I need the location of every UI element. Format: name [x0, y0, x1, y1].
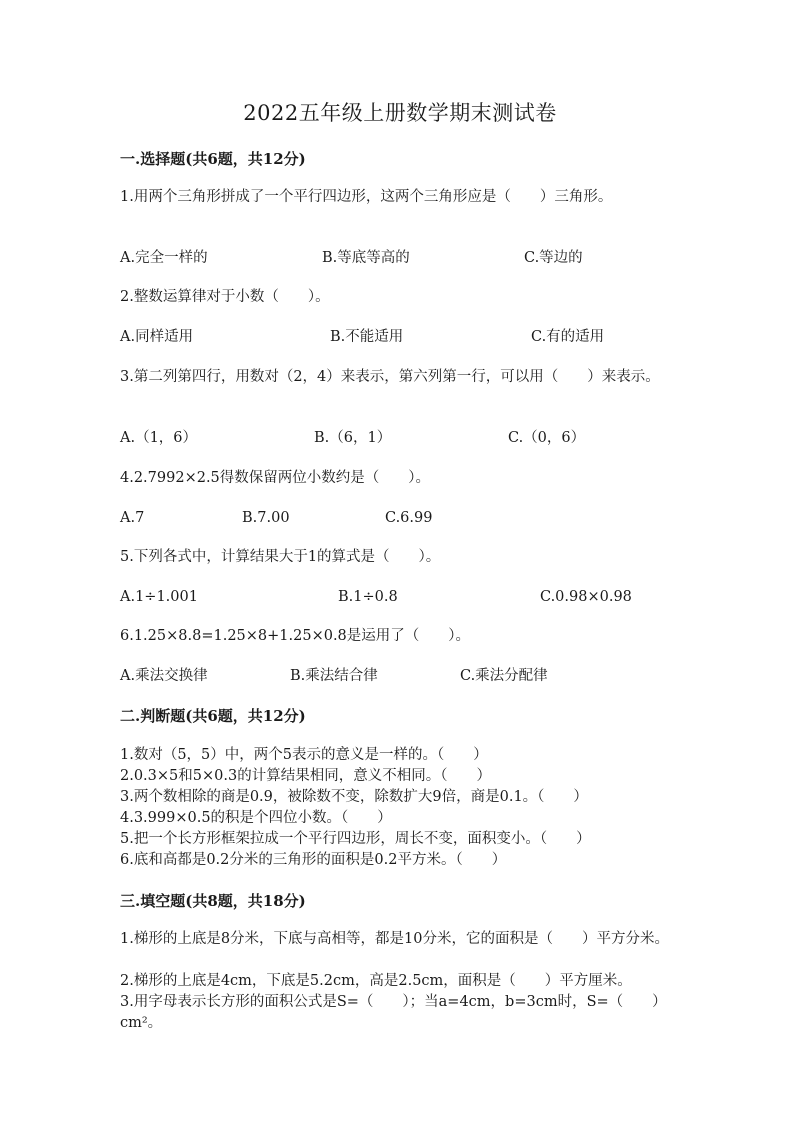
option-4c: C.6.99 [385, 510, 433, 526]
option-3b: B.（6，1） [314, 430, 392, 446]
question-5: 5.下列各式中，计算结果大于1的算式是（ ）。 [120, 549, 441, 565]
option-1b: B.等底等高的 [322, 250, 410, 266]
option-2a: A.同样适用 [120, 329, 194, 345]
judgement-item-2: 2.0.3×5和5×0.3的计算结果相同，意义不相同。（ ） [120, 768, 491, 784]
fill-item-3: 3.用字母表示长方形的面积公式是S=（ ）；当a=4cm，b=3cm时，S=（ ）cm²。 [120, 994, 667, 1031]
judgement-item-3: 3.两个数相除的商是0.9，被除数不变，除数扩大9倍，商是0.1。（ ） [120, 789, 588, 805]
question-6: 6.1.25×8.8=1.25×8+1.25×0.8是运用了（ ）。 [120, 628, 471, 644]
judgement-item-5: 5.把一个长方形框架拉成一个平行四边形，周长不变，面积变小。（ ） [120, 831, 591, 847]
option-3c: C.（0，6） [508, 430, 586, 446]
option-2b: B.不能适用 [330, 329, 404, 345]
section-heading-fill-in: 三.填空题(共8题，共18分) [120, 892, 306, 910]
page-title: 2022五年级上册数学期末测试卷 [243, 101, 557, 125]
judgement-item-4: 4.3.999×0.5的积是个四位小数。（ ） [120, 810, 392, 826]
question-1: 1.用两个三角形拼成了一个平行四边形，这两个三角形应是（ ）三角形。 [120, 189, 613, 205]
question-4: 4.2.7992×2.5得数保留两位小数约是（ ）。 [120, 470, 431, 486]
option-1a: A.完全一样的 [120, 250, 208, 266]
option-6c: C.乘法分配律 [460, 668, 548, 684]
option-5b: B.1÷0.8 [338, 589, 398, 605]
option-2c: C.有的适用 [531, 329, 605, 345]
option-4a: A.7 [120, 510, 145, 526]
option-3a: A.（1，6） [120, 430, 198, 446]
option-1c: C.等边的 [524, 250, 583, 266]
option-5c: C.0.98×0.98 [540, 589, 632, 605]
question-3: 3.第二列第四行，用数对（2，4）来表示，第六列第一行，可以用（ ）来表示。 [120, 369, 660, 385]
section-heading-judgement: 二.判断题(共6题，共12分) [120, 707, 306, 725]
judgement-item-1: 1.数对（5，5）中，两个5表示的意义是一样的。（ ） [120, 747, 488, 763]
judgement-item-6: 6.底和高都是0.2分米的三角形的面积是0.2平方米。（ ） [120, 852, 507, 868]
fill-item-2: 2.梯形的上底是4cm，下底是5.2cm，高是2.5cm，面积是（ ）平方厘米。 [120, 973, 632, 989]
option-6b: B.乘法结合律 [290, 668, 378, 684]
question-2: 2.整数运算律对于小数（ ）。 [120, 289, 330, 305]
option-5a: A.1÷1.001 [120, 589, 198, 605]
fill-item-1: 1.梯形的上底是8分米，下底与高相等，都是10分米，它的面积是（ ）平方分米。 [120, 931, 670, 947]
option-6a: A.乘法交换律 [120, 668, 208, 684]
option-4b: B.7.00 [242, 510, 290, 526]
section-heading-choice: 一.选择题(共6题，共12分) [120, 150, 306, 168]
